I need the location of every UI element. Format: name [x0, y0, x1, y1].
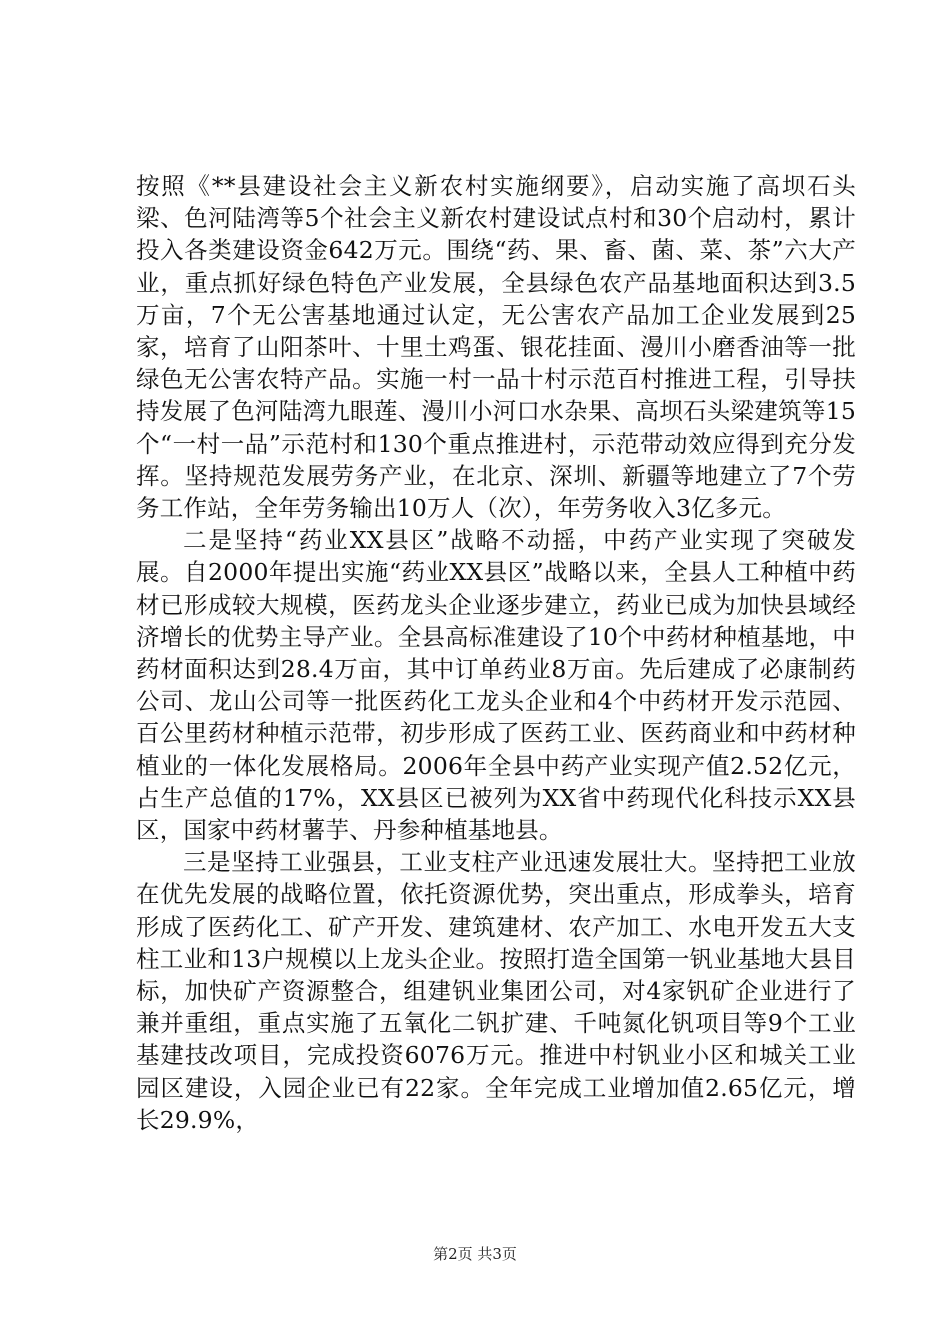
page-footer: 第2页 共3页	[433, 1245, 517, 1263]
paragraph-continued: 按照《**县建设社会主义新农村实施纲要》，启动实施了高坝石头梁、色河陆湾等5个社会主义新农村建设试点村和30个启动村，累计投入各类建设资金642万元。围绕“药、果、畜、菌、菜、茶”六大产业，重点抓好绿色特色产业发展，全县绿色农产品基地面积达到3.5万亩，7个无公害基地通过认定，无公害农产品加工企业发展到25家，培育了山阳茶叶、十里土鸡蛋、银花挂面、漫川小磨香油等一批绿色无公害农特产品。实施一村一品十村示范百村推进工程，引导扶持发展了色河陆湾九眼莲、漫川小河口水杂果、高坝石头梁建筑等15个“一村一品”示范村和130个重点推进村，示范带动效应得到充分发挥。坚持规范发展劳务产业，在北京、深圳、新疆等地建立了7个劳务工作站，全年劳务输出10万人（次），年劳务收入3亿多元。	[136, 172, 856, 523]
paragraph-industrial-development: 三是坚持工业强县，工业支柱产业迅速发展壮大。坚持把工业放在优先发展的战略位置，依托资源优势，突出重点，形成拳头，培育形成了医药化工、矿产开发、建筑建材、农产加工、水电开发五大支柱工业和13户规模以上龙头企业。按照打造全国第一钒业基地大县目标，加快矿产资源整合，组建钒业集团公司，对4家钒矿企业进行了兼并重组，重点实施了五氧化二钒扩建、千吨氮化钒项目等9个工业基建技改项目，完成投资6076万元。推进中村钒业小区和城关工业园区建设，入园企业已有22家。全年完成工业增加值2.65亿元，增长29.9%，	[136, 848, 856, 1134]
document-body	[136, 170, 856, 1136]
paragraph-pharma-industry: 二是坚持“药业XX县区”战略不动摇，中药产业实现了突破发展。自2000年提出实施“药业XX县区”战略以来，全县人工种植中药材已形成较大规模，医药龙头企业逐步建立，药业已成为加快县域经济增长的优势主导产业。全县高标准建设了10个中药材种植基地，中药材面积达到28.4万亩，其中订单药业8万亩。先后建成了必康制药公司、龙山公司等一批医药化工龙头企业和4个中药材开发示范园、百公里药材种植示范带，初步形成了医药工业、医药商业和中药材种植业的一体化发展格局。2006年全县中药产业实现产值2.52亿元，占生产总值的17%，XX县区已被列为XX省中药现代化科技示XX县区，国家中药材薯芋、丹参种植基地县。	[136, 526, 856, 845]
